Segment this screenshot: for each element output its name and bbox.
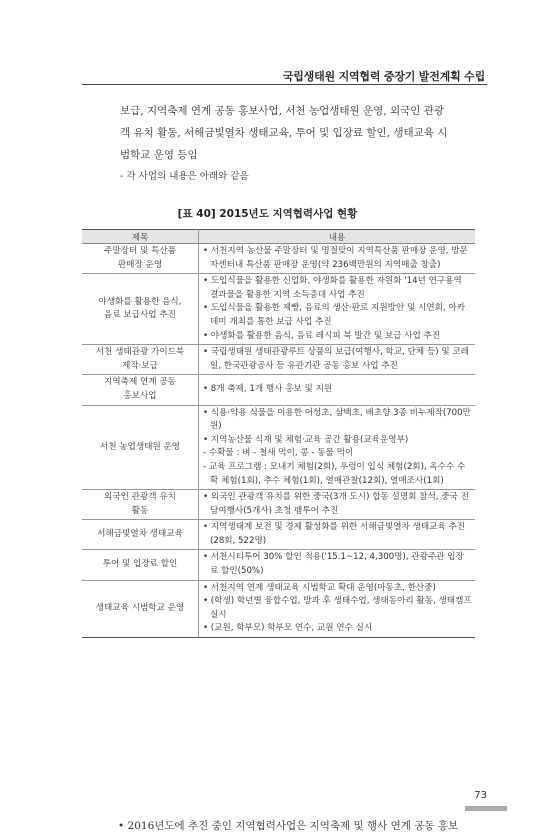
table-header-row: [82, 230, 475, 244]
page-number-bar: [465, 806, 507, 811]
row-category: 지역축제 연계 공동 홍보사업: [82, 375, 199, 405]
row-content: [199, 520, 476, 550]
list-item: • 서천시티투어 30% 할인 적용('15.1~12, 4,300명), 관광주관 입장료 할인(50%): [203, 552, 464, 577]
table-row: [82, 274, 475, 345]
header-content: 내용: [199, 230, 476, 244]
header-category: 제목: [82, 230, 199, 244]
row-category: 서천 생태관광 가이드북 제작·보급: [82, 345, 199, 375]
row-category: 야생화를 활용한 음식, 음료 보급사업 추진: [82, 274, 199, 345]
list-item: • 식용·약용 식물을 이용한 어성초, 삼백초, 배초향 3종 비누제작(700만원): [203, 407, 471, 432]
list-item: - 교육 프로그램 : 모내기 체험(2회), 우렁이 입식 체험(2회), 옥수수 수확 체험(1회), 추수 체험(1회), 열매관찰(12회), 열매조사(1회): [203, 461, 466, 486]
row-category: 서천 농업생태원 운영: [82, 405, 199, 490]
intro-paragraph: [120, 100, 465, 188]
row-category: 투어 및 입장료 할인: [82, 550, 199, 580]
list-item: • 도입식물을 활용한 신업화, 야생화를 활용한 자원화 '14년 연구용역 결과물을 활용한 지역 소득증대 사업 추진: [203, 276, 462, 300]
intro-line: 객 유치 활동, 서해금빛열차 생태교육, 투어 및 입장료 할인, 생태교육 시: [120, 127, 448, 139]
list-item: • (학생) 학년별 융합수업, 방과 후 생태수업, 생태동아리 활동, 생태캠프 실시: [203, 596, 472, 620]
table-caption: [표 40] 2015년도 지역협력사업 현황: [177, 208, 358, 220]
row-content: [199, 490, 476, 520]
table-row: [82, 490, 475, 520]
table-row: [82, 550, 475, 580]
table-row: [82, 244, 475, 274]
list-item: • 서천지역 연계 생태교육 시범학교 확대 운영(마동초, 한산중): [203, 582, 436, 593]
list-item: • 서천지역 농산물 주말장터 및 명절맞이 지역특산품 판매장 운영, 방문자센터내 특산품 판매장 운영(약 236백만원의 지역매출 창출): [203, 246, 468, 270]
list-item: • 8개 축제, 1개 행사 홍보 및 지원: [203, 384, 333, 395]
list-item: • (교원, 학부모) 학부모 연수, 교원 연수 실시: [203, 623, 373, 634]
list-item: • 외국인 관광객 유치를 위한 중국(3개 도시) 합동 설명회 참석, 중국 전담여행사(5개사) 초청 팸투어 추진: [203, 492, 469, 516]
row-content: [199, 550, 476, 580]
table-row: [82, 405, 475, 490]
table-row: [82, 345, 475, 375]
closing-paragraph: • 2016년도에 추진 중인 지역협력사업은 지역축제 및 행사 연계 공동 홍보: [118, 820, 459, 832]
row-content: [199, 375, 476, 405]
list-item: • 국립생태원 생태관광루트 상품의 보급(여행사, 학교, 단체 등) 및 코레일, 한국관광공사 등 유관기관 공동 홍보 사업 추진: [203, 347, 469, 371]
row-category: 서해금빛열차 생태교육: [82, 520, 199, 550]
page-number: 73: [474, 790, 487, 801]
header-rule: [82, 84, 487, 85]
row-content: [199, 580, 476, 637]
intro-line: 범학교 운영 등임: [120, 149, 198, 161]
intro-sub-note: - 각 사업의 내용은 아래와 같음: [120, 171, 249, 182]
list-item: • 야생화를 활용한 음식, 음료 레시피 북 발간 및 보급 사업 추진: [203, 330, 441, 341]
row-content: [199, 405, 476, 490]
running-header-title: 국립생태원 지역협력 중장기 발전계획 수립: [282, 70, 485, 83]
list-item: - 수확물 : 벼 - 철새 먹이, 콩 - 동물 먹이: [203, 448, 354, 459]
list-item: • 지역농산물 식재 및 체험·교육 공간 활용(교육운영부): [203, 434, 409, 445]
intro-line: 보급, 지역축제 연계 공동 홍보사업, 서천 농업생태원 운영, 외국인 관광: [120, 105, 445, 117]
table-row: [82, 580, 475, 637]
list-item: • 도입식물을 활용한 제빵, 음료의 생산·판로 지원방안 및 시연회, 아카데미 개최를 통한 보급 사업 추진: [203, 303, 465, 327]
row-category: 생태교육 시범학교 운영: [82, 580, 199, 637]
row-category: 외국인 관광객 유치 활동: [82, 490, 199, 520]
table-row: [82, 520, 475, 550]
row-content: [199, 274, 476, 345]
projects-table: [82, 229, 475, 638]
row-content: [199, 345, 476, 375]
list-item: • 지역생태계 보전 및 경제 활성화를 위한 서해금빛열차 생태교육 추진(28회, 522명): [203, 522, 466, 546]
row-content: [199, 244, 476, 274]
table-row: [82, 375, 475, 405]
row-category: 주말장터 및 특산품 판매장 운영: [82, 244, 199, 274]
